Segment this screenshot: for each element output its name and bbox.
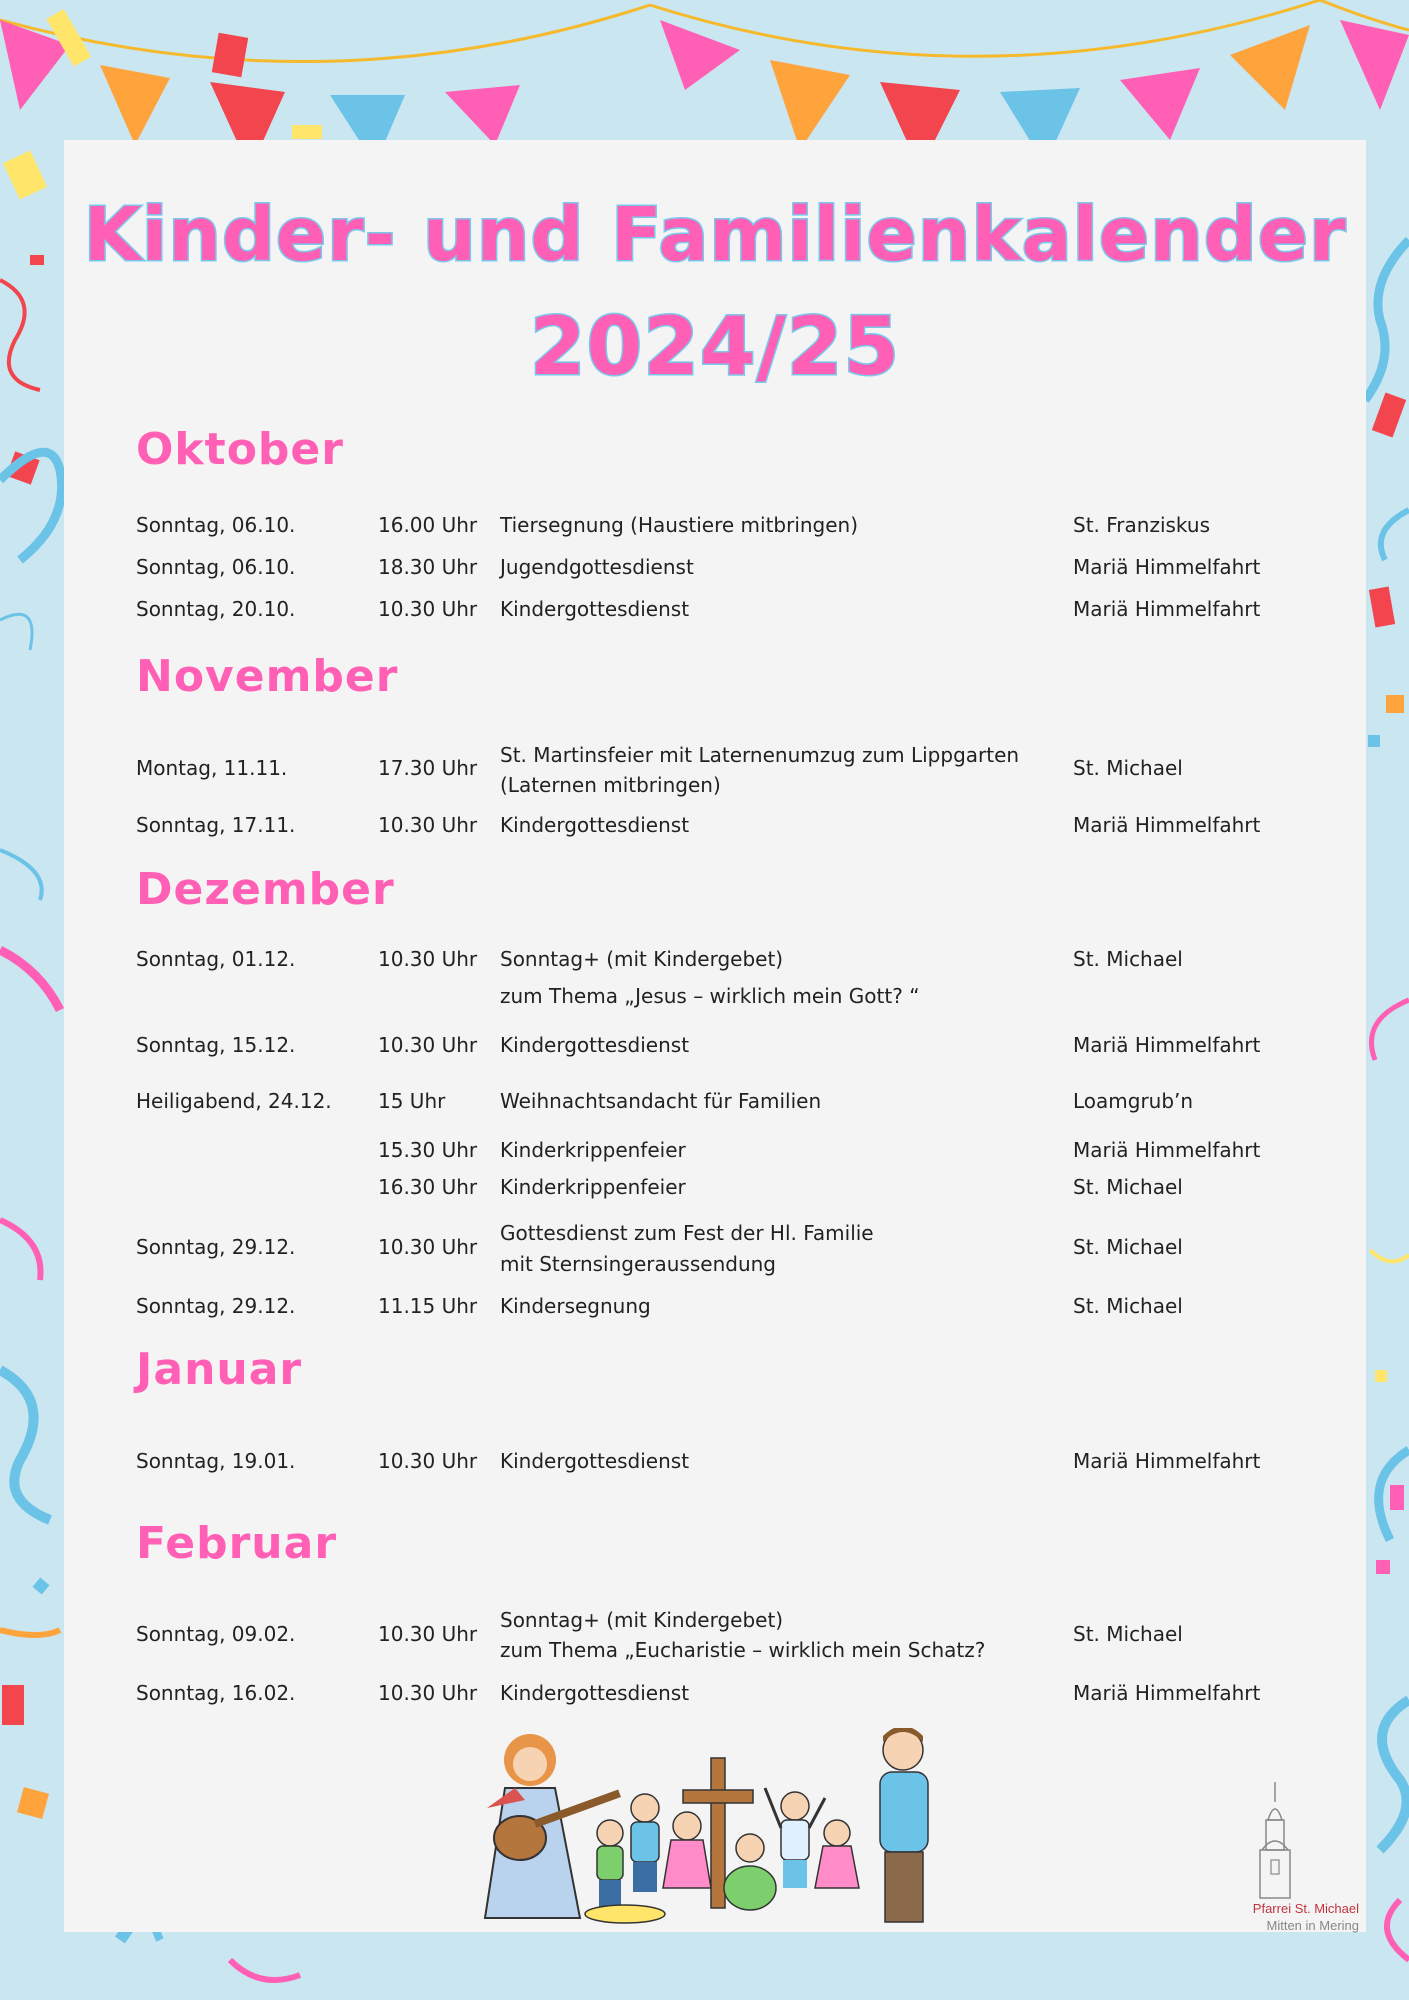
event-time: 10.30 Uhr — [378, 813, 478, 837]
month-heading-november: November — [136, 651, 399, 702]
event-date: Montag, 11.11. — [136, 756, 288, 780]
family-illustration — [475, 1728, 955, 1928]
event-time: 10.30 Uhr — [378, 1235, 478, 1259]
event-date: Sonntag, 06.10. — [136, 513, 296, 537]
event-place: Mariä Himmelfahrt — [1073, 1449, 1261, 1473]
event-place: Loamgrub’n — [1073, 1089, 1194, 1113]
event-time: 10.30 Uhr — [378, 1681, 478, 1705]
event-time: 15.30 Uhr — [378, 1138, 478, 1162]
logo-tagline: Mitten in Mering — [1266, 1918, 1359, 1933]
event-place: Mariä Himmelfahrt — [1073, 555, 1261, 579]
event-place: St. Michael — [1073, 1175, 1183, 1199]
event-time: 10.30 Uhr — [378, 1622, 478, 1646]
event-title-line1: Sonntag+ (mit Kindergebet) — [500, 947, 784, 971]
event-date: Sonntag, 19.01. — [136, 1449, 296, 1473]
event-title-line2: mit Sternsingeraussendung — [500, 1252, 776, 1276]
event-place: St. Michael — [1073, 756, 1183, 780]
event-place: Mariä Himmelfahrt — [1073, 597, 1261, 621]
event-title-line1: St. Martinsfeier mit Laternenumzug zum Lippgarten — [500, 743, 1020, 767]
event-date: Heiligabend, 24.12. — [136, 1089, 332, 1113]
event-title-line2: (Laternen mitbringen) — [500, 773, 721, 797]
church-tower-icon — [1212, 1780, 1362, 1940]
event-title: Weihnachtsandacht für Familien — [500, 1089, 822, 1113]
event-title-line1: Sonntag+ (mit Kindergebet) — [500, 1608, 784, 1632]
page-title: Kinder- und Familienkalender — [83, 192, 1347, 278]
event-place: St. Michael — [1073, 1294, 1183, 1318]
event-date: Sonntag, 01.12. — [136, 947, 296, 971]
event-place: Mariä Himmelfahrt — [1073, 1138, 1261, 1162]
event-time: 11.15 Uhr — [378, 1294, 478, 1318]
event-place: Mariä Himmelfahrt — [1073, 1033, 1261, 1057]
event-time: 15 Uhr — [378, 1089, 446, 1113]
event-title: Kindersegnung — [500, 1294, 651, 1318]
event-date: Sonntag, 29.12. — [136, 1235, 296, 1259]
event-title: Kindergottesdienst — [500, 1033, 690, 1057]
logo-parish-name: Pfarrei St. Michael — [1252, 1901, 1359, 1916]
event-date: Sonntag, 20.10. — [136, 597, 296, 621]
event-title-line2: zum Thema „Jesus – wirklich mein Gott? “ — [500, 984, 920, 1008]
event-title: Jugendgottesdienst — [500, 555, 694, 579]
page-year: 2024/25 — [529, 300, 901, 393]
month-heading-dezember: Dezember — [136, 864, 395, 915]
event-place: Mariä Himmelfahrt — [1073, 1681, 1261, 1705]
event-title: Kindergottesdienst — [500, 1449, 690, 1473]
event-title: Kindergottesdienst — [500, 813, 690, 837]
event-date: Sonntag, 17.11. — [136, 813, 296, 837]
event-place: Mariä Himmelfahrt — [1073, 813, 1261, 837]
month-heading-januar: Januar — [136, 1344, 303, 1395]
event-time: 10.30 Uhr — [378, 947, 478, 971]
event-date: Sonntag, 16.02. — [136, 1681, 296, 1705]
event-place: St. Michael — [1073, 947, 1183, 971]
event-time: 10.30 Uhr — [378, 1033, 478, 1057]
event-time: 17.30 Uhr — [378, 756, 478, 780]
event-time: 10.30 Uhr — [378, 597, 478, 621]
event-time: 16.00 Uhr — [378, 513, 478, 537]
event-place: St. Franziskus — [1073, 513, 1210, 537]
month-heading-oktober: Oktober — [136, 424, 344, 475]
event-title: Kinderkrippenfeier — [500, 1175, 686, 1199]
event-date: Sonntag, 29.12. — [136, 1294, 296, 1318]
event-time: 10.30 Uhr — [378, 1449, 478, 1473]
event-title: Kinderkrippenfeier — [500, 1138, 686, 1162]
event-time: 18.30 Uhr — [378, 555, 478, 579]
event-date: Sonntag, 06.10. — [136, 555, 296, 579]
event-date: Sonntag, 09.02. — [136, 1622, 296, 1646]
event-date: Sonntag, 15.12. — [136, 1033, 296, 1057]
event-place: St. Michael — [1073, 1622, 1183, 1646]
event-place: St. Michael — [1073, 1235, 1183, 1259]
event-title: Kindergottesdienst — [500, 597, 690, 621]
event-title-line2: zum Thema „Eucharistie – wirklich mein Schatz? — [500, 1638, 986, 1662]
event-title: Kindergottesdienst — [500, 1681, 690, 1705]
event-title-line1: Gottesdienst zum Fest der Hl. Familie — [500, 1221, 874, 1245]
event-title: Tiersegnung (Haustiere mitbringen) — [500, 513, 859, 537]
event-time: 16.30 Uhr — [378, 1175, 478, 1199]
month-heading-februar: Februar — [136, 1518, 338, 1569]
